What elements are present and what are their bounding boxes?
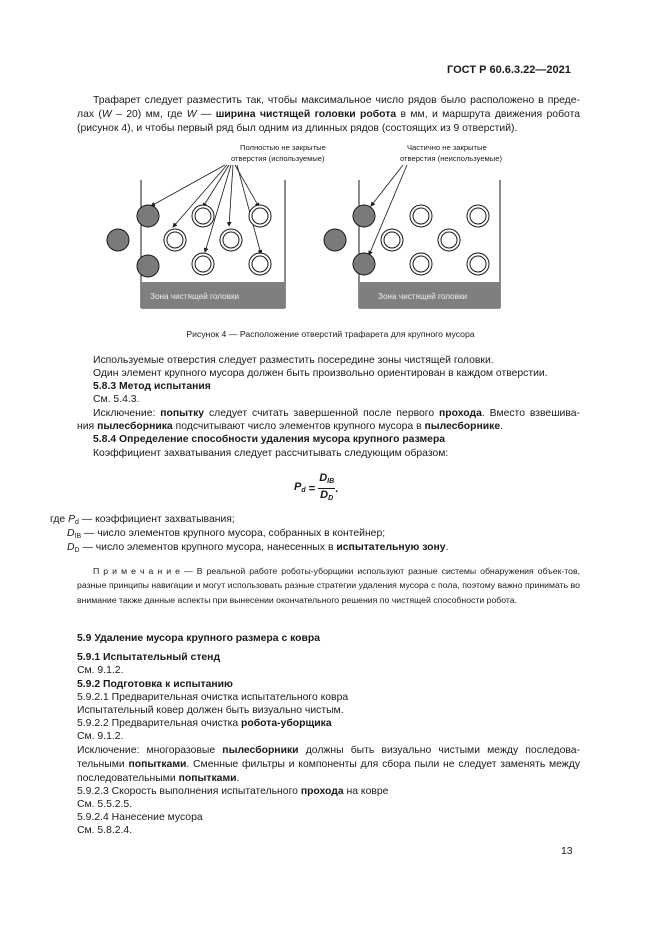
section-5-8-3-title: 5.8.3 Метод испытания	[93, 381, 211, 392]
section-5-8-4-title: 5.8.4 Определение способности удаления мусора крупного размера	[93, 434, 446, 445]
left-circle-filled-1	[137, 205, 159, 227]
left-label-2: отверстия (используемые)	[231, 154, 325, 163]
formula-capture-ratio: $P_d$ = $D_{IB}$ $D_D$ .	[294, 472, 339, 502]
section-5-9-2-3-ref: См. 5.5.2.5.	[77, 799, 133, 810]
intro-line-3: (рисунок 4), и чтобы первый ряд был одним из длинных рядов (состоящих из 9 отверстий).	[77, 123, 518, 134]
intro-line-1: Трафарет следует разместить так, чтобы максимальное число рядов было расположено в преде-	[93, 95, 580, 106]
body-p2: Один элемент крупного мусора должен быть произвольно ориентирован в каждом отверстии.	[93, 368, 548, 379]
section-5-9-2-1: 5.9.2.1 Предварительная очистка испытательного ковра	[77, 692, 349, 703]
left-circle-filled-2	[137, 255, 159, 277]
right-circles	[324, 205, 489, 275]
note-text: — В реальной работе роботы-уборщики используют разные системы обнаружения объек-тов, разные принципы навигации и могут использовать разные стратегии удаления мусора с пола, поэтому важно принимать во внимание также данные аспекты при вынесении окончательного решения по чистящей способности робота.	[77, 566, 580, 605]
section-5-9-2-1-text: Испытательный ковер должен быть визуально чистым.	[77, 705, 344, 716]
section-5-9-2-2-ref: См. 9.1.2.	[77, 731, 124, 742]
page-number: 13	[561, 846, 573, 857]
definition-dib: $D_{IB}$ — число элементов крупного мусора, собранных в контейнер;	[67, 528, 386, 540]
exception-2-line-3: последовательными попытками.	[77, 773, 240, 784]
note	[77, 564, 580, 607]
intro-line-2: лах (W – 20) мм, где W — ширина чистящей головки робота в мм, и маршрута движения робота	[77, 109, 580, 120]
figure-caption: Рисунок 4 — Расположение отверстий трафарета для крупного мусора	[186, 329, 475, 339]
note-label: П р и м е ч а н и е	[93, 566, 180, 576]
definition-pd: где $P_d$ — коэффициент захватывания;	[50, 514, 235, 526]
body-p1: Используемые отверстия следует разместить посередине зоны чистящей головки.	[93, 355, 494, 366]
right-label-2: отверстия (неиспользуемые)	[400, 154, 502, 163]
document-id: ГОСТ Р 60.6.3.22—2021	[447, 64, 571, 76]
section-5-9-1-ref: См. 9.1.2.	[77, 665, 124, 676]
exception-2-line-1: Исключение: многоразовые пылесборники должны быть визуально чистыми между последова-	[77, 745, 581, 756]
exception-1-line-2: ния пылесборника подсчитывают число элементов крупного мусора в пылесборнике.	[77, 421, 504, 432]
figure-4-diagram	[95, 140, 565, 320]
right-zone-label: Зона чистящей головки	[378, 292, 468, 301]
section-5-8-4-text: Коэффициент захватывания следует рассчитывать следующим образом:	[93, 448, 449, 459]
section-5-9-2-4: 5.9.2.4 Нанесение мусора	[77, 812, 203, 823]
section-5-9-2-4-ref: См. 5.8.2.4.	[77, 825, 133, 836]
section-5-9-title: 5.9 Удаление мусора крупного размера с ковра	[77, 633, 321, 644]
section-5-9-1-title: 5.9.1 Испытательный стенд	[77, 652, 221, 663]
exception-2-line-2: тельными попытками. Сменные фильтры и компоненты для сбора пыли не следует заменять между	[77, 759, 581, 770]
section-5-9-2-3: 5.9.2.3 Скорость выполнения испытательного прохода на ковре	[77, 786, 389, 797]
left-zone-label: Зона чистящей головки	[150, 292, 240, 301]
left-circles	[107, 205, 271, 277]
right-label-1: Частично не закрытые	[407, 143, 487, 152]
exception-1-line-1: Исключение: попытку следует считать завершенной после первого прохода. Вместо взвешива-	[93, 408, 580, 419]
definition-dd: $D_D$ — число элементов крупного мусора, нанесенных в испытательную зону.	[67, 542, 449, 554]
left-label-1: Полностью не закрытые	[240, 143, 326, 152]
section-5-9-2-2: 5.9.2.2 Предварительная очистка робота-уборщика	[77, 718, 332, 729]
section-5-9-2-title: 5.9.2 Подготовка к испытанию	[77, 679, 233, 690]
left-circle-filled-outer	[107, 229, 129, 251]
section-5-8-3-ref: См. 5.4.3.	[93, 394, 140, 405]
